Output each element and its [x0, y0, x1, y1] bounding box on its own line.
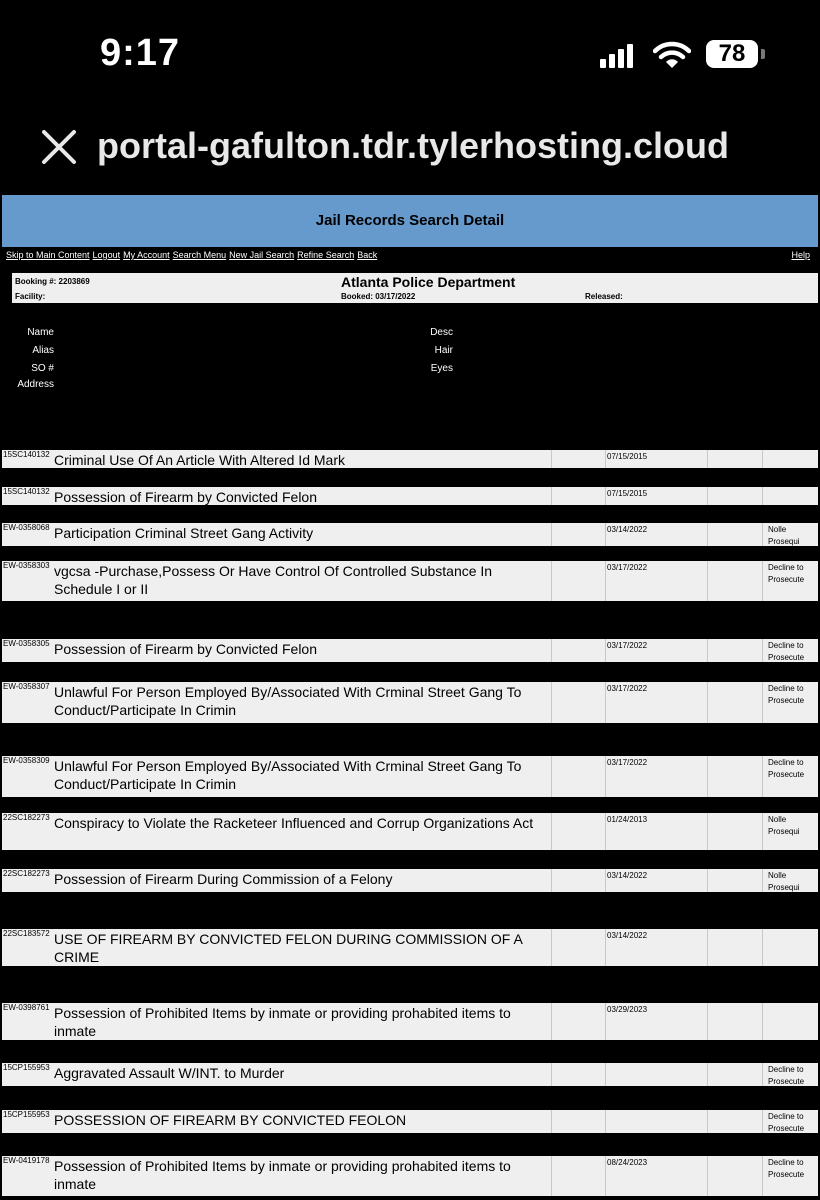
charge-description: Possession of Firearm by Convicted Felon	[54, 489, 317, 505]
cellular-signal-icon	[600, 44, 634, 68]
cell-divider	[762, 1003, 763, 1040]
cell-divider	[551, 450, 552, 468]
cell-divider	[707, 487, 708, 505]
hair-label: Hair	[434, 345, 453, 356]
released-label: Released:	[585, 292, 623, 301]
charge-case-number: 15CP155953	[3, 1063, 50, 1072]
cell-divider	[762, 869, 763, 892]
cell-divider	[707, 450, 708, 468]
charge-date: 07/15/2015	[607, 489, 648, 498]
charge-case-number: 15CP155953	[3, 1110, 50, 1119]
charge-case-number: 22SC183572	[3, 929, 50, 938]
booking-number: Booking #: 2203869	[15, 277, 90, 286]
cell-divider	[707, 929, 708, 966]
cell-divider	[605, 523, 606, 546]
eyes-label: Eyes	[430, 363, 453, 374]
browser-url-bar	[0, 110, 820, 190]
charge-case-number: EW-0358309	[3, 756, 50, 765]
cell-divider	[762, 523, 763, 546]
cell-divider	[605, 929, 606, 966]
charge-description: Possession of Prohibited Items by inmate or providing prohabited items to inmate	[54, 1005, 511, 1039]
cell-divider	[707, 1110, 708, 1133]
nav-back-link[interactable]: Back	[357, 250, 378, 260]
cell-divider	[762, 487, 763, 505]
charge-case-number: EW-0358068	[3, 523, 50, 532]
charge-date: 03/17/2022	[607, 758, 648, 767]
cell-divider	[605, 561, 606, 601]
cell-divider	[707, 639, 708, 662]
charge-case-number: 22SC182273	[3, 813, 50, 822]
cell-divider	[551, 1110, 552, 1133]
charge-row	[2, 682, 818, 723]
address-label: Address	[17, 379, 54, 390]
charge-disposition: Decline to Prosecute	[768, 1158, 805, 1179]
charge-disposition: Decline to Prosecute	[768, 1065, 805, 1086]
charge-disposition: Decline to Prosecute	[768, 641, 805, 662]
charge-disposition: Decline to Prosecute	[768, 684, 805, 705]
cell-divider	[762, 561, 763, 601]
cell-divider	[707, 1003, 708, 1040]
charge-description: Unlawful For Person Employed By/Associated With Crminal Street Gang To Conduct/Participate In Crimin	[54, 684, 522, 718]
battery-icon: 78	[706, 40, 758, 68]
cell-divider	[762, 1063, 763, 1086]
charge-date: 01/24/2013	[607, 815, 648, 824]
cell-divider	[707, 682, 708, 723]
web-page	[0, 193, 820, 1200]
charge-row	[2, 869, 818, 892]
charge-date: 08/24/2023	[607, 1158, 648, 1167]
cell-divider	[605, 450, 606, 468]
charge-disposition: Decline to Prosecute	[768, 758, 805, 779]
charge-date: 03/17/2022	[607, 684, 648, 693]
charge-case-number: 15SC140132	[3, 487, 50, 496]
charge-row	[2, 450, 818, 468]
cell-divider	[762, 639, 763, 662]
charge-row	[2, 639, 818, 662]
charge-case-number: EW-0358305	[3, 639, 50, 648]
cell-divider	[605, 813, 606, 850]
charge-disposition: Decline to Prosecute	[768, 563, 805, 584]
cell-divider	[707, 1156, 708, 1196]
so-number-label: SO #	[31, 363, 54, 374]
close-icon[interactable]	[40, 128, 78, 166]
url-text[interactable]: portal-gafulton.tdr.tylerhosting.cloud	[97, 125, 729, 166]
status-bar	[0, 0, 820, 110]
charge-description: Possession of Firearm During Commission of a Felony	[54, 871, 393, 887]
page-title: Jail Records Search Detail	[2, 195, 818, 247]
charge-date: 07/15/2015	[607, 452, 648, 461]
cell-divider	[551, 1003, 552, 1040]
nav-new-jail-search-link[interactable]: New Jail Search	[229, 250, 295, 260]
charge-case-number: EW-0398761	[3, 1003, 50, 1012]
cell-divider	[707, 1063, 708, 1086]
charge-date: 03/17/2022	[607, 641, 648, 650]
cell-divider	[551, 813, 552, 850]
charge-description: vgcsa -Purchase,Possess Or Have Control Of Controlled Substance In Schedule I or II	[54, 563, 493, 597]
nav-skip-link[interactable]: Skip to Main Content	[6, 250, 90, 260]
charge-disposition: Nolle Prosequi	[768, 525, 800, 546]
charge-case-number: EW-0358307	[3, 682, 50, 691]
cell-divider	[707, 756, 708, 797]
facility-label: Facility:	[15, 292, 46, 301]
cell-divider	[707, 813, 708, 850]
cell-divider	[551, 561, 552, 601]
charge-row	[2, 813, 818, 850]
charge-description: Participation Criminal Street Gang Activity	[54, 525, 314, 541]
cell-divider	[551, 523, 552, 546]
cell-divider	[605, 682, 606, 723]
charge-row	[2, 1156, 818, 1196]
charge-description: Possession of Prohibited Items by inmate or providing prohabited items to inmate	[54, 1158, 511, 1192]
cell-divider	[605, 1063, 606, 1086]
wifi-icon	[653, 40, 691, 70]
cell-divider	[605, 1156, 606, 1196]
cell-divider	[551, 869, 552, 892]
cell-divider	[605, 639, 606, 662]
charge-description: Aggravated Assault W/INT. to Murder	[54, 1065, 285, 1081]
charge-row	[2, 1003, 818, 1040]
charge-description: Criminal Use Of An Article With Altered Id Mark	[54, 452, 345, 468]
booked-date: Booked: 03/17/2022	[341, 292, 416, 301]
charge-description: Possession of Firearm by Convicted Felon	[54, 641, 317, 657]
charge-description: Unlawful For Person Employed By/Associated With Crminal Street Gang To Conduct/Participate In Crimin	[54, 758, 522, 792]
agency-name: Atlanta Police Department	[341, 274, 516, 290]
cell-divider	[762, 682, 763, 723]
cell-divider	[551, 1063, 552, 1086]
cell-divider	[762, 929, 763, 966]
charge-row	[2, 487, 818, 505]
charge-disposition: Nolle Prosequi	[768, 815, 800, 836]
cell-divider	[551, 929, 552, 966]
charge-disposition: Nolle Prosequi	[768, 871, 800, 892]
cell-divider	[551, 1156, 552, 1196]
charge-date: 03/17/2022	[607, 563, 648, 572]
cell-divider	[707, 869, 708, 892]
charge-row	[2, 561, 818, 601]
nav-search-menu-link[interactable]: Search Menu	[172, 250, 227, 260]
charge-date: 03/29/2023	[607, 1005, 648, 1014]
cell-divider	[762, 450, 763, 468]
cell-divider	[605, 1003, 606, 1040]
cell-divider	[551, 682, 552, 723]
charge-date: 03/14/2022	[607, 871, 648, 880]
charge-disposition: Decline to Prosecute	[768, 1112, 805, 1133]
cell-divider	[605, 487, 606, 505]
cell-divider	[707, 561, 708, 601]
cell-divider	[605, 756, 606, 797]
charge-case-number: EW-0419178	[3, 1156, 50, 1165]
charge-row	[2, 929, 818, 966]
nav-links	[6, 250, 380, 260]
charge-case-number: 22SC182273	[3, 869, 50, 878]
cell-divider	[551, 639, 552, 662]
charge-row	[2, 1063, 818, 1086]
alias-label: Alias	[32, 345, 54, 356]
cell-divider	[605, 1110, 606, 1133]
nav-logout-link[interactable]: Logout	[92, 250, 121, 260]
charge-description: Conspiracy to Violate the Racketeer Influenced and Corrup Organizations Act	[54, 815, 534, 831]
charge-description: POSSESSION OF FIREARM BY CONVICTED FEOLON	[54, 1112, 407, 1128]
charge-case-number: EW-0358303	[3, 561, 50, 570]
cell-divider	[551, 487, 552, 505]
charge-row	[2, 756, 818, 797]
cell-divider	[551, 756, 552, 797]
cell-divider	[762, 1156, 763, 1196]
charge-date: 03/14/2022	[607, 931, 648, 940]
desc-label: Desc	[430, 327, 453, 338]
cell-divider	[605, 869, 606, 892]
battery-tip	[761, 49, 765, 59]
charge-row	[2, 523, 818, 546]
help-link[interactable]: Help	[791, 250, 810, 260]
charge-description: USE OF FIREARM BY CONVICTED FELON DURING COMMISSION OF A CRIME	[54, 931, 523, 965]
cell-divider	[762, 1110, 763, 1133]
cell-divider	[707, 523, 708, 546]
booking-header	[12, 273, 818, 303]
charge-row	[2, 1110, 818, 1133]
status-time: 9:17	[100, 32, 181, 74]
nav-refine-search-link[interactable]: Refine Search	[297, 250, 355, 260]
nav-my-account-link[interactable]: My Account	[123, 250, 170, 260]
cell-divider	[762, 813, 763, 850]
charge-case-number: 15SC140132	[3, 450, 50, 459]
cell-divider	[762, 756, 763, 797]
charge-date: 03/14/2022	[607, 525, 648, 534]
name-label: Name	[27, 327, 54, 338]
